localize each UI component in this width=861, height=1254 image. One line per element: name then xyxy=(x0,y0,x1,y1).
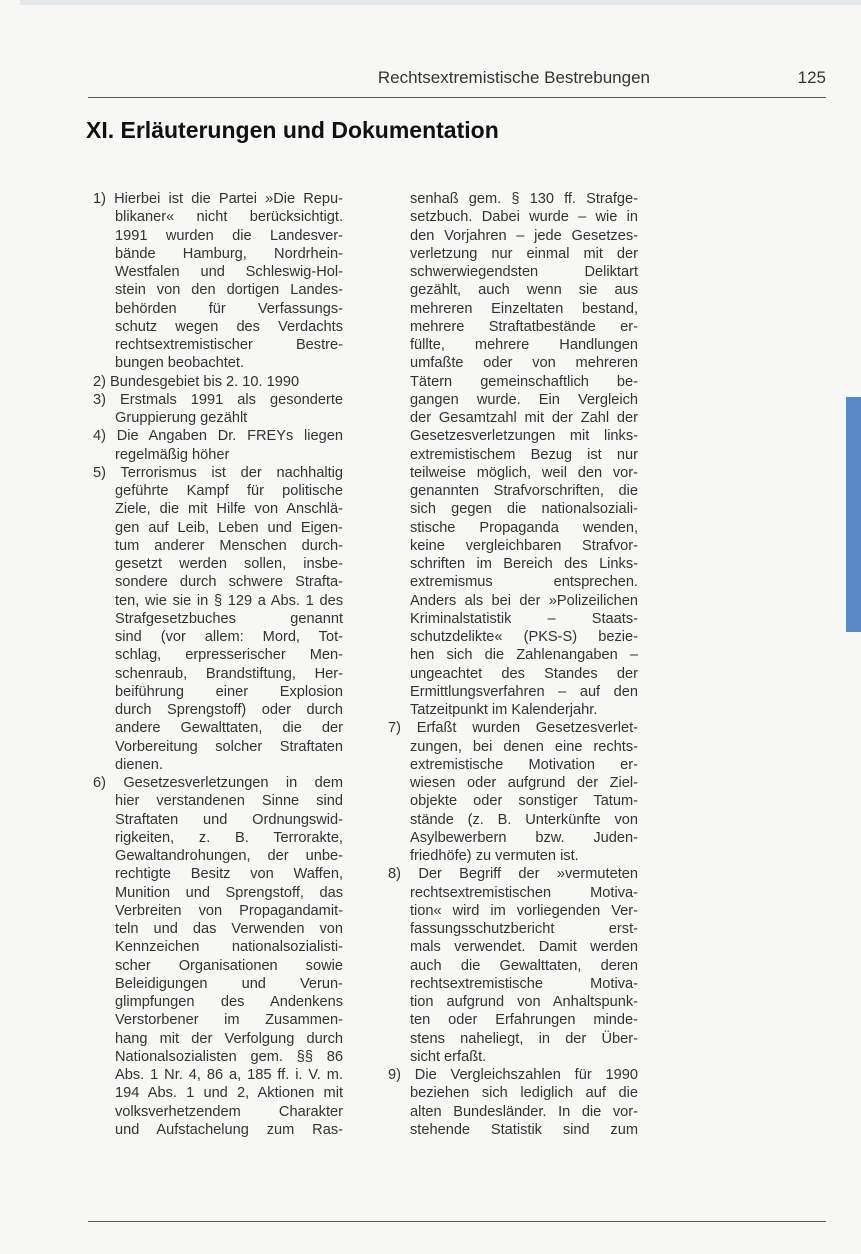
text-line: glimpfungen des Andenkens xyxy=(115,994,343,1010)
text-line: hier verstandenen Sinne sind xyxy=(115,793,343,810)
text-line: alten Bundesländer. In die vor- xyxy=(410,1103,638,1120)
text-line: extremismus entsprechen. xyxy=(410,574,638,591)
text-line: 5) Terrorismus ist der nachhaltig xyxy=(93,464,343,481)
text-line: rechtsextremistische Motiva- xyxy=(410,975,638,992)
text-line: schenraub, Brandstiftung, Her- xyxy=(115,665,343,682)
text-line: 4) Die Angaben Dr. FREYs liegen xyxy=(93,428,343,445)
header-rule xyxy=(88,97,826,98)
text-line: friedhöfe) zu vermuten ist. xyxy=(410,848,579,864)
text-line: blikaner« nicht berücksichtigt. xyxy=(115,209,343,226)
text-line: behörden für Verfassungs- xyxy=(115,300,343,317)
text-line: setzbuch. Dabei wurde – wie in xyxy=(410,209,638,226)
text-line: stein von den dortigen Landes- xyxy=(115,282,343,299)
text-line: auch die Gewalttaten, deren xyxy=(410,957,638,974)
text-line: mehreren Einzeltaten bestand, xyxy=(410,300,638,317)
text-line: rechtsextremistischen Motiva- xyxy=(410,884,638,901)
text-line: sicht erfaßt. xyxy=(410,1048,487,1065)
text-line: Tatzeitpunkt im Kalenderjahr. xyxy=(410,702,598,718)
text-line: gen auf Leib, Leben und Eigen- xyxy=(115,519,343,536)
text-line: objekte oder sonstiger Tatum- xyxy=(410,793,638,810)
text-line: Gesetzesverletzungen mit links- xyxy=(410,428,638,445)
notes-column-left xyxy=(93,190,343,1139)
text-line: ten oder Erfahrungen minde- xyxy=(410,1012,638,1029)
text-line: dienen. xyxy=(115,756,163,773)
text-line: teln und das Verwenden von xyxy=(115,921,343,937)
text-line: 7) Erfaßt wurden Gesetzesverlet- xyxy=(388,720,638,737)
text-line: Gruppierung gezählt xyxy=(115,410,248,426)
text-line: extremistischem Bezug ist nur xyxy=(410,446,638,463)
text-line: stände (z. B. Unterkünfte von xyxy=(410,811,638,828)
text-line: 2) Bundesgebiet bis 2. 10. 1990 xyxy=(93,373,300,390)
text-line: Anders als bei der »Polizeilichen xyxy=(410,592,638,609)
top-edge-strip xyxy=(20,0,861,5)
text-line: ten, wie sie in § 129 a Abs. 1 des xyxy=(115,592,343,609)
text-line: bungen beobachtet. xyxy=(115,355,245,372)
chapter-title: XI. Erläuterungen und Dokumentation xyxy=(86,117,499,143)
text-line: beiführung einer Explosion xyxy=(115,683,343,700)
text-line: Strafgesetzbuches genannt xyxy=(115,610,343,627)
text-line: füllte, mehrere Handlungen xyxy=(410,337,638,353)
text-line: geführte Kampf für politische xyxy=(115,483,343,499)
text-line: Nationalsozialisten gem. §§ 86 xyxy=(115,1048,343,1065)
text-line: hen sich die Zahlenangaben – xyxy=(410,647,638,664)
text-line: beziehen sich lediglich auf die xyxy=(410,1085,638,1102)
text-line: Ermittlungsverfahren – auf den xyxy=(410,683,638,700)
text-line: mehrere Straftatbestände er- xyxy=(410,318,638,335)
text-line: Verstorbener im Zusammen- xyxy=(115,1012,343,1029)
notes-column-right xyxy=(388,190,638,1139)
text-line: schutz wegen des Verdachts xyxy=(115,318,343,335)
text-line: schwerwiegendsten Deliktart xyxy=(410,264,638,280)
text-line: stehende Statistik sind zum xyxy=(410,1121,638,1138)
text-line: gangen wurde. Ein Vergleich xyxy=(410,391,638,408)
text-line: wiesen oder aufgrund der Ziel- xyxy=(410,775,638,791)
text-line: 3) Erstmals 1991 als gesonderte xyxy=(93,391,343,408)
footer-rule xyxy=(88,1221,826,1222)
running-header-title: Rechtsextremistische Bestrebungen xyxy=(377,68,650,87)
text-line: umfaßte oder von mehreren xyxy=(410,355,638,372)
text-line: 8) Der Begriff der »vermuteten xyxy=(388,866,638,883)
text-line: Verbreiten von Propagandamit- xyxy=(115,902,343,919)
text-line: Westfalen und Schleswig-Hol- xyxy=(115,264,343,280)
text-line: Beleidigungen und Verun- xyxy=(115,975,343,992)
text-line: Ziele, die mit Hilfe von Anschlä- xyxy=(115,501,343,518)
text-line: Kriminalstatistik – Staats- xyxy=(410,610,638,627)
text-line: schriften im Bereich des Links- xyxy=(410,556,638,572)
text-line: volksverhetzendem Charakter xyxy=(115,1103,343,1120)
text-line: der Gesamtzahl mit der Zahl der xyxy=(410,410,638,426)
text-line: rigkeiten, z. B. Terrorakte, xyxy=(115,829,343,846)
text-line: den Vorjahren – jede Gesetzes- xyxy=(410,227,638,244)
text-line: Gewaltandrohungen, der unbe- xyxy=(115,848,343,864)
text-line: 6) Gesetzesverletzungen in dem xyxy=(93,775,343,791)
text-line: stens naheliegt, in der Über- xyxy=(410,1030,638,1047)
chapter-thumb-tab xyxy=(846,397,861,632)
text-line: verletzung nur einmal mit der xyxy=(410,245,638,262)
text-line: und Aufstachelung zum Ras- xyxy=(115,1121,343,1138)
text-line: teilweise möglich, weil den vor- xyxy=(410,464,638,481)
text-line: extremistische Motivation er- xyxy=(410,756,638,773)
text-line: ungeachtet des Standes der xyxy=(410,665,638,682)
text-line: bände Hamburg, Nordrhein- xyxy=(115,245,343,262)
text-line: Abs. 1 Nr. 4, 86 a, 185 ff. i. V. m. xyxy=(115,1067,343,1083)
text-line: genannten Strafvorschriften, die xyxy=(410,483,638,499)
text-line: senhaß gem. § 130 ff. Strafge- xyxy=(410,191,638,207)
text-line: schlag, erpresserischer Men- xyxy=(115,647,343,664)
text-line: rechtsextremistischer Bestre- xyxy=(115,337,343,353)
text-line: Munition und Sprengstoff, das xyxy=(115,884,343,901)
text-line: 1991 wurden die Landesver- xyxy=(115,227,343,244)
text-line: sich gegen die nationalsoziali- xyxy=(410,501,638,518)
text-line: andere Gewalttaten, die der xyxy=(115,720,343,737)
text-line: tion« wird im vorliegenden Ver- xyxy=(410,902,638,919)
text-line: hang mit der Verfolgung durch xyxy=(115,1030,343,1047)
text-line: Vorbereitung solcher Straftaten xyxy=(115,738,343,755)
text-line: stische Propaganda wenden, xyxy=(410,519,638,536)
text-line: tion aufgrund von Anhaltspunk- xyxy=(410,994,638,1010)
text-line: fassungsschutzbericht erst- xyxy=(410,921,638,937)
text-line: durch Sprengstoff) oder durch xyxy=(115,702,343,718)
text-line: Kennzeichen nationalsozialisti- xyxy=(115,939,343,956)
text-line: gesetzt werden sollen, insbe- xyxy=(115,556,343,572)
text-line: gezählt, auch wenn sie aus xyxy=(410,282,638,299)
text-line: 1) Hierbei ist die Partei »Die Repu- xyxy=(93,191,343,207)
text-line: sondere durch schwere Strafta- xyxy=(115,574,343,591)
text-line: sind (vor allem: Mord, Tot- xyxy=(115,629,343,645)
text-line: tum anderer Menschen durch- xyxy=(115,537,343,554)
page-number: 125 xyxy=(797,68,826,87)
text-line: 9) Die Vergleichszahlen für 1990 xyxy=(388,1067,638,1083)
text-line: regelmäßig höher xyxy=(115,446,230,463)
text-line: rechtigte Besitz von Waffen, xyxy=(115,866,343,883)
text-line: keine vergleichbaren Strafvor- xyxy=(410,537,638,554)
text-line: zungen, bei denen eine rechts- xyxy=(410,738,638,755)
text-line: Straftaten und Ordnungswid- xyxy=(115,811,343,828)
text-line: 194 Abs. 1 und 2, Aktionen mit xyxy=(115,1085,343,1102)
text-line: schutzdelikte« (PKS-S) bezie- xyxy=(410,629,638,645)
text-line: mals verwendet. Damit werden xyxy=(410,939,638,956)
text-line: Tätern gemeinschaftlich be- xyxy=(410,373,638,390)
text-line: scher Organisationen sowie xyxy=(115,957,343,974)
text-line: Asylbewerbern bzw. Juden- xyxy=(410,829,638,846)
